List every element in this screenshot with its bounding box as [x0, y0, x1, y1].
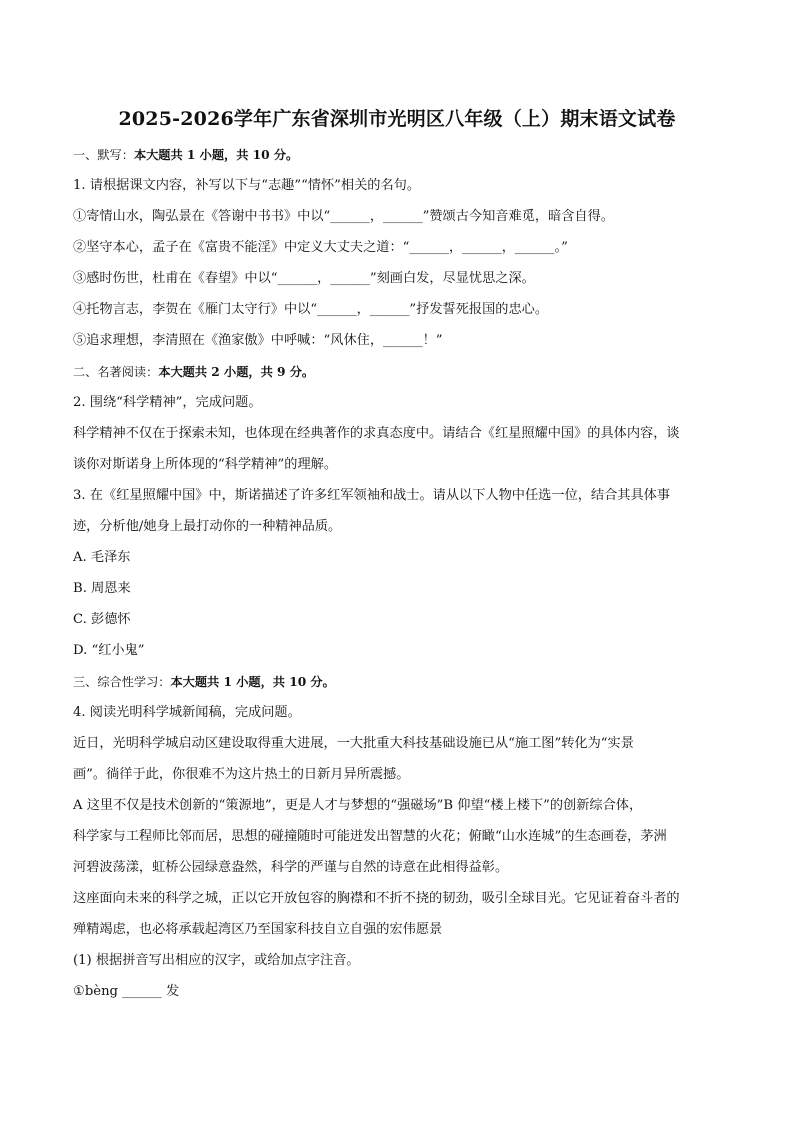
section-1-desc: 本大题共 1 小题，共 10 分。: [133, 148, 299, 162]
section-3-desc: 本大题共 1 小题，共 10 分。: [170, 675, 335, 689]
question-4-body-line-7: 殚精竭虑，也必将承载起湾区乃至国家科技自立自强的宏伟愿景: [73, 922, 443, 937]
question-1-item-2: ②坚守本心，孟子在《富贵不能淫》中定义大丈夫之道：“______，______，______。”: [73, 240, 568, 255]
question-3-stem-line-1: 3. 在《红星照耀中国》中，斯诺描述了许多红军领袖和战士。请从以下人物中任选一位，结合其具体事: [73, 488, 671, 503]
question-3-option-d: D. “红小鬼”: [73, 643, 145, 658]
question-4-body-line-1: 近日，光明科学城启动区建设取得重大进展，一大批重大科技基础设施已从“施工图”转化为“实景: [73, 736, 634, 751]
section-header-3: [73, 673, 723, 691]
section-3-prefix: 三、综合性学习：: [73, 675, 171, 689]
section-header-1: [73, 146, 723, 164]
question-1-item-3: ③感时伤世，杜甫在《春望》中以“______，______”刻画白发，尽显忧思之深。: [73, 271, 535, 286]
question-2-stem: 2. 围绕“科学精神”，完成问题。: [73, 395, 262, 410]
question-1-item-1: ①寄情山水，陶弘景在《答谢中书书》中以“______，______”赞颂古今知音难觅，暗含自得。: [73, 209, 614, 224]
question-2-body-line-1: 科学精神不仅在于探索未知，也体现在经典著作的求真态度中。请结合《红星照耀中国》的具体内容，谈: [73, 426, 680, 441]
question-3-stem-line-2: 迹，分析他/她身上最打动你的一种精神品质。: [73, 519, 342, 534]
question-4-body-line-5: 河碧波荡漾，虹桥公园绿意盎然，科学的严谨与自然的诗意在此相得益彰。: [73, 860, 509, 875]
question-4-body-line-6: 这座面向未来的科学之城，正以它开放包容的胸襟和不折不挠的韧劲，吸引全球目光。它见证着奋斗者的: [73, 891, 680, 906]
section-2-prefix: 二、名著阅读：: [73, 365, 159, 379]
question-4-sub-1-item-1: ①bèng ______ 发: [73, 984, 180, 999]
question-4-stem: 4. 阅读光明科学城新闻稿，完成问题。: [73, 705, 301, 720]
question-1-item-5: ⑤追求理想，李清照在《渔家傲》中呼喊：“风休住，______！”: [73, 333, 443, 348]
question-3-option-b: B. 周恩来: [73, 581, 131, 596]
question-4-body-line-4: 科学家与工程师比邻而居，思想的碰撞随时可能迸发出智慧的火花；俯瞰“山水连城”的生态画卷，茅洲: [73, 829, 667, 844]
section-1-prefix: 一、默写：: [73, 148, 134, 162]
section-header-2: [73, 363, 723, 381]
question-2-body-line-2: 谈你对斯诺身上所体现的“科学精神”的理解。: [73, 457, 338, 472]
question-1-item-4: ④托物言志，李贺在《雁门太守行》中以“______，______”抒发誓死报国的忠心。: [73, 302, 549, 317]
question-1-stem: 1. 请根据课文内容，补写以下与“志趣”“情怀”相关的名句。: [73, 178, 421, 193]
question-4-sub-1: (1) 根据拼音写出相应的汉字，或给加点字注音。: [73, 953, 360, 968]
question-3-option-a: A. 毛泽东: [73, 550, 131, 565]
question-4-body-line-3: A 这里不仅是技术创新的“策源地”，更是人才与梦想的“强磁场”B 仰望“楼上楼下”的创新综合体，: [73, 798, 643, 813]
exam-title: 2025-2026学年广东省深圳市光明区八年级（上）期末语文试卷: [118, 108, 676, 130]
section-2-desc: 本大题共 2 小题，共 9 分。: [158, 365, 315, 379]
question-3-option-c: C. 彭德怀: [73, 612, 131, 627]
question-4-body-line-2: 画”。徜徉于此，你很难不为这片热土的日新月异所震撼。: [73, 767, 410, 782]
